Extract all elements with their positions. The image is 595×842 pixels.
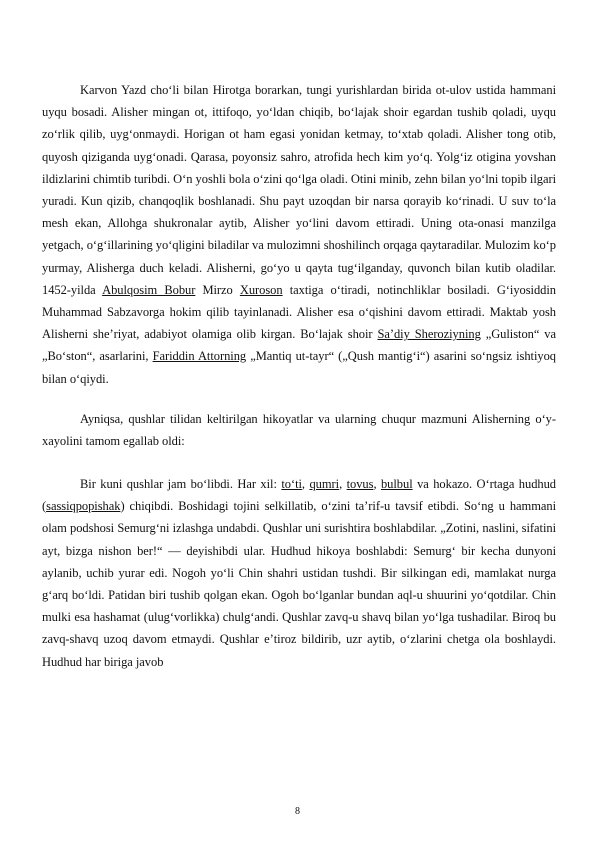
text-run: ) chiqibdi. Boshidagi tojini selkillatib, oʻzini taʼrif-u tavsif etibdi. Soʻng u hammani olam podshosi Semurgʻni izlashga undabdi. Qushlar uni surishtira boshlabdilar. „Zotini, naslini, sifatini ayt, bizga nishon ber!“ — deyishibdi ular. Hudhud hikoya boshlabdi: Semurgʻ bir kecha dunyoni aylanib, uchib yurar edi. Nogoh yoʻli Chin shahri ustidan tushdi. Bir silkingan edi, mamlakat nurga gʻarq boʻldi. Patidan biri tushib qolgan ekan. Ogoh boʻlganlar bundan aql-u shuurini yoʻqotdilar. Chin mulki esa hashamat (ulugʻvorlikka) chulgʻandi. Qushlar zavq-u shavq bilan yoʻlga tushadilar. Biroq bu zavq-shavq uzoq davom etmaydi. Qushlar eʼtiroz bildirib, uzr aytib, oʻzlarini chetga ola boshlaydi. Hudhud har biriga javob [42, 499, 556, 669]
text-run: „Guliston“ va „Boʻston“, asarlarini, [42, 327, 556, 364]
paragraph-ayniqsa: Ayniqsa, qushlar tilidan keltirilgan hikoyatlar va ularning chuqur mazmuni Alisherning oʻy-xayolini tamom egallab oldi: [42, 412, 556, 449]
link-qumri[interactable]: qumri [309, 477, 340, 491]
text-run: va hokazo. Oʻrtaga hudhud ( [42, 477, 556, 514]
link-toti[interactable]: toʻti [281, 477, 302, 491]
text-run: , [301, 477, 310, 491]
text-run: , [373, 477, 381, 491]
link-tovus[interactable]: tovus [346, 477, 374, 491]
text-run: taxtiga oʻtiradi, notinchliklar bosiladi. Gʻiyosiddin Muhammad Sabzavorga hokim qilib tayinlanadi. Alisher esa oʻqishini davom ettiradi. Maktab yosh Alisherni sheʼriyat, adabiyot olamiga olib kirgan. Boʻlajak shoir [42, 282, 556, 342]
text-run: , [339, 477, 347, 491]
link-sadiy-sheroziy[interactable]: Saʼdiy Sheroziyning [377, 327, 481, 342]
paragraph-karvon [42, 79, 556, 390]
link-abulqosim-bobur[interactable]: Abulqosim Bobur [102, 282, 196, 297]
link-fariddin-attor[interactable]: Fariddin Attorning [152, 349, 247, 364]
link-bulbul[interactable]: bulbul [380, 477, 413, 491]
page-number: 8 [295, 806, 300, 817]
text-run: Karvon Yazd choʻli bilan Hirotga borarkan, tungi yurishlardan birida ot-ulov ustida hammani uyqu bosadi. Alisher mingan ot, ittifoqo, yoʻldan chiqib, boʻlajak shoir egardan tushib qoladi, uyqu zoʻrlik qilib, uygʻonmaydi. Horigan ot ham egasi yonidan ketmay, toʻxtab qoladi. Alisher tong otib, quyosh qiziganda uygʻonadi. Qarasa, poyonsiz sahro, atrofida hech kim yoʻq. Yolgʻiz otigina yovshan ildizlarini chimtib turibdi. Oʻn yoshli bola oʻzini qoʻlga oladi. Otini minib, zehn bilan yoʻlni topib ilgari yuradi. Kun qizib, chanqoqlik boshlanadi. Shu payt uzoqdan bir narsa qorayib koʻrinadi. U suv toʻla mesh ekan, Allohga shukronalar aytib, Alisher yoʻlini davom ettiradi. Uning ota-onasi manzilga yetgach, oʻgʻillarining yoʻqligini biladilar va mulozimni shoshilinch orqaga qaytaradilar. Mulozim koʻp yurmay, Alisherga duch keladi. Alisherni, goʻyo u qayta tugʻilganday, quvonch bilan kutib oladilar. 1452-yilda [42, 83, 556, 297]
text-run: „Mantiq ut-tayr“ („Qush mantigʻi“) asarini soʻngsiz ishtiyoq bilan oʻqiydi. [42, 349, 556, 386]
text-run: Bir kuni qushlar jam boʻlibdi. Har xil: [80, 477, 282, 491]
link-xuroson[interactable]: Xuroson [239, 282, 283, 297]
text-run: Mirzo [195, 282, 240, 297]
link-sassiqpopishak[interactable]: sassiqpopishak [46, 499, 121, 514]
paragraph-qushlar [42, 473, 556, 673]
